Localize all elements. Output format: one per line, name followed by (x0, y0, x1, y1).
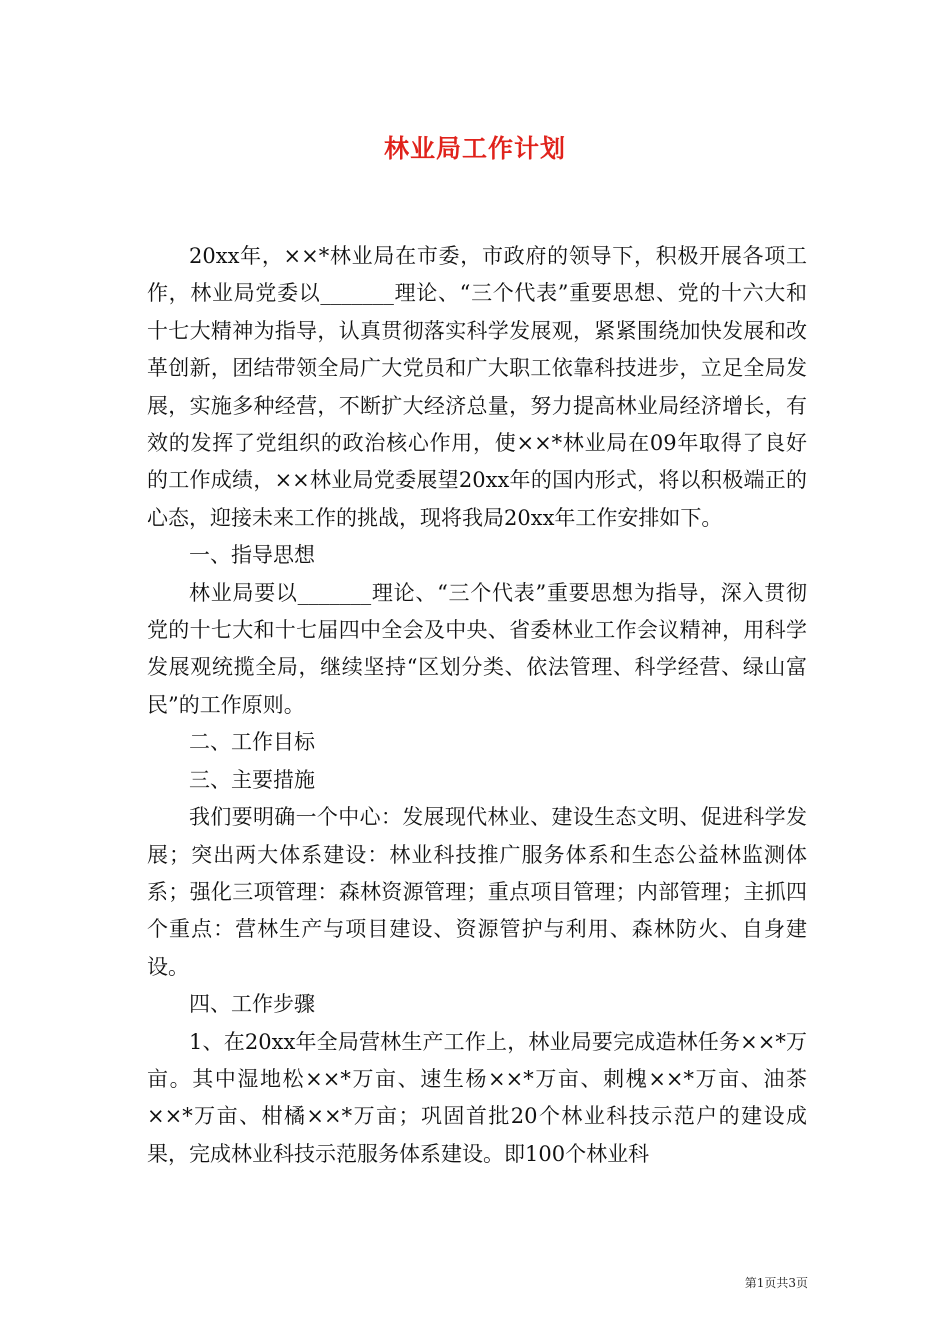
document-title: 林业局工作计划 (383, 134, 566, 163)
section-heading-work-goals: 二、工作目标 (189, 730, 315, 755)
section-heading-guiding-thought: 一、指导思想 (189, 543, 315, 568)
page-indicator: 第1页共3页 (744, 1276, 808, 1290)
paragraph-main-measures: 我们要明确一个中心：发展现代林业、建设生态文明、促进科学发展；突出两大体系建设：林业科技推广服务体系和生态公益林监测体系；强化三项管理：森林资源管理；重点项目管理；内部管理；主抓四个重点：营林生产与项目建设、资源管护与利用、森林防火、自身建设。 (147, 805, 807, 979)
section-heading-main-measures: 三、主要措施 (189, 767, 315, 792)
section-heading-work-steps: 四、工作步骤 (189, 992, 315, 1017)
document-body (147, 238, 807, 1173)
paragraph-guiding-thought: 林业局要以_______理论、“三个代表”重要思想为指导，深入贯彻党的十七大和十七届四中全会及中央、省委林业工作会议精神，用科学发展观统揽全局，继续坚持“区划分类、依法管理、科学经营、绿山富民”的工作原则。 (147, 580, 807, 717)
paragraph-intro: 20xx年，××*林业局在市委，市政府的领导下，积极开展各项工作，林业局党委以_______理论、“三个代表”重要思想、党的十六大和十七大精神为指导，认真贯彻落实科学发展观，紧紧围绕加快发展和改革创新，团结带领全局广大党员和广大职工依靠科技进步，立足全局发展，实施多种经营，不断扩大经济总量，努力提高林业局经济增长，有效的发挥了党组织的政治核心作用，使××*林业局在09年取得了良好的工作成绩，××林业局党委展望20xx年的国内形式，将以积极端正的心态，迎接未来工作的挑战，现将我局20xx年工作安排如下。 (147, 244, 807, 530)
paragraph-work-step-1: 1、在20xx年全局营林生产工作上，林业局要完成造林任务××*万亩。其中湿地松××*万亩、速生杨××*万亩、刺槐××*万亩、油茶××*万亩、柑橘××*万亩；巩固首批20个林业科技示范户的建设成果，完成林业科技示范服务体系建设。即100个林业科 (147, 1029, 807, 1166)
